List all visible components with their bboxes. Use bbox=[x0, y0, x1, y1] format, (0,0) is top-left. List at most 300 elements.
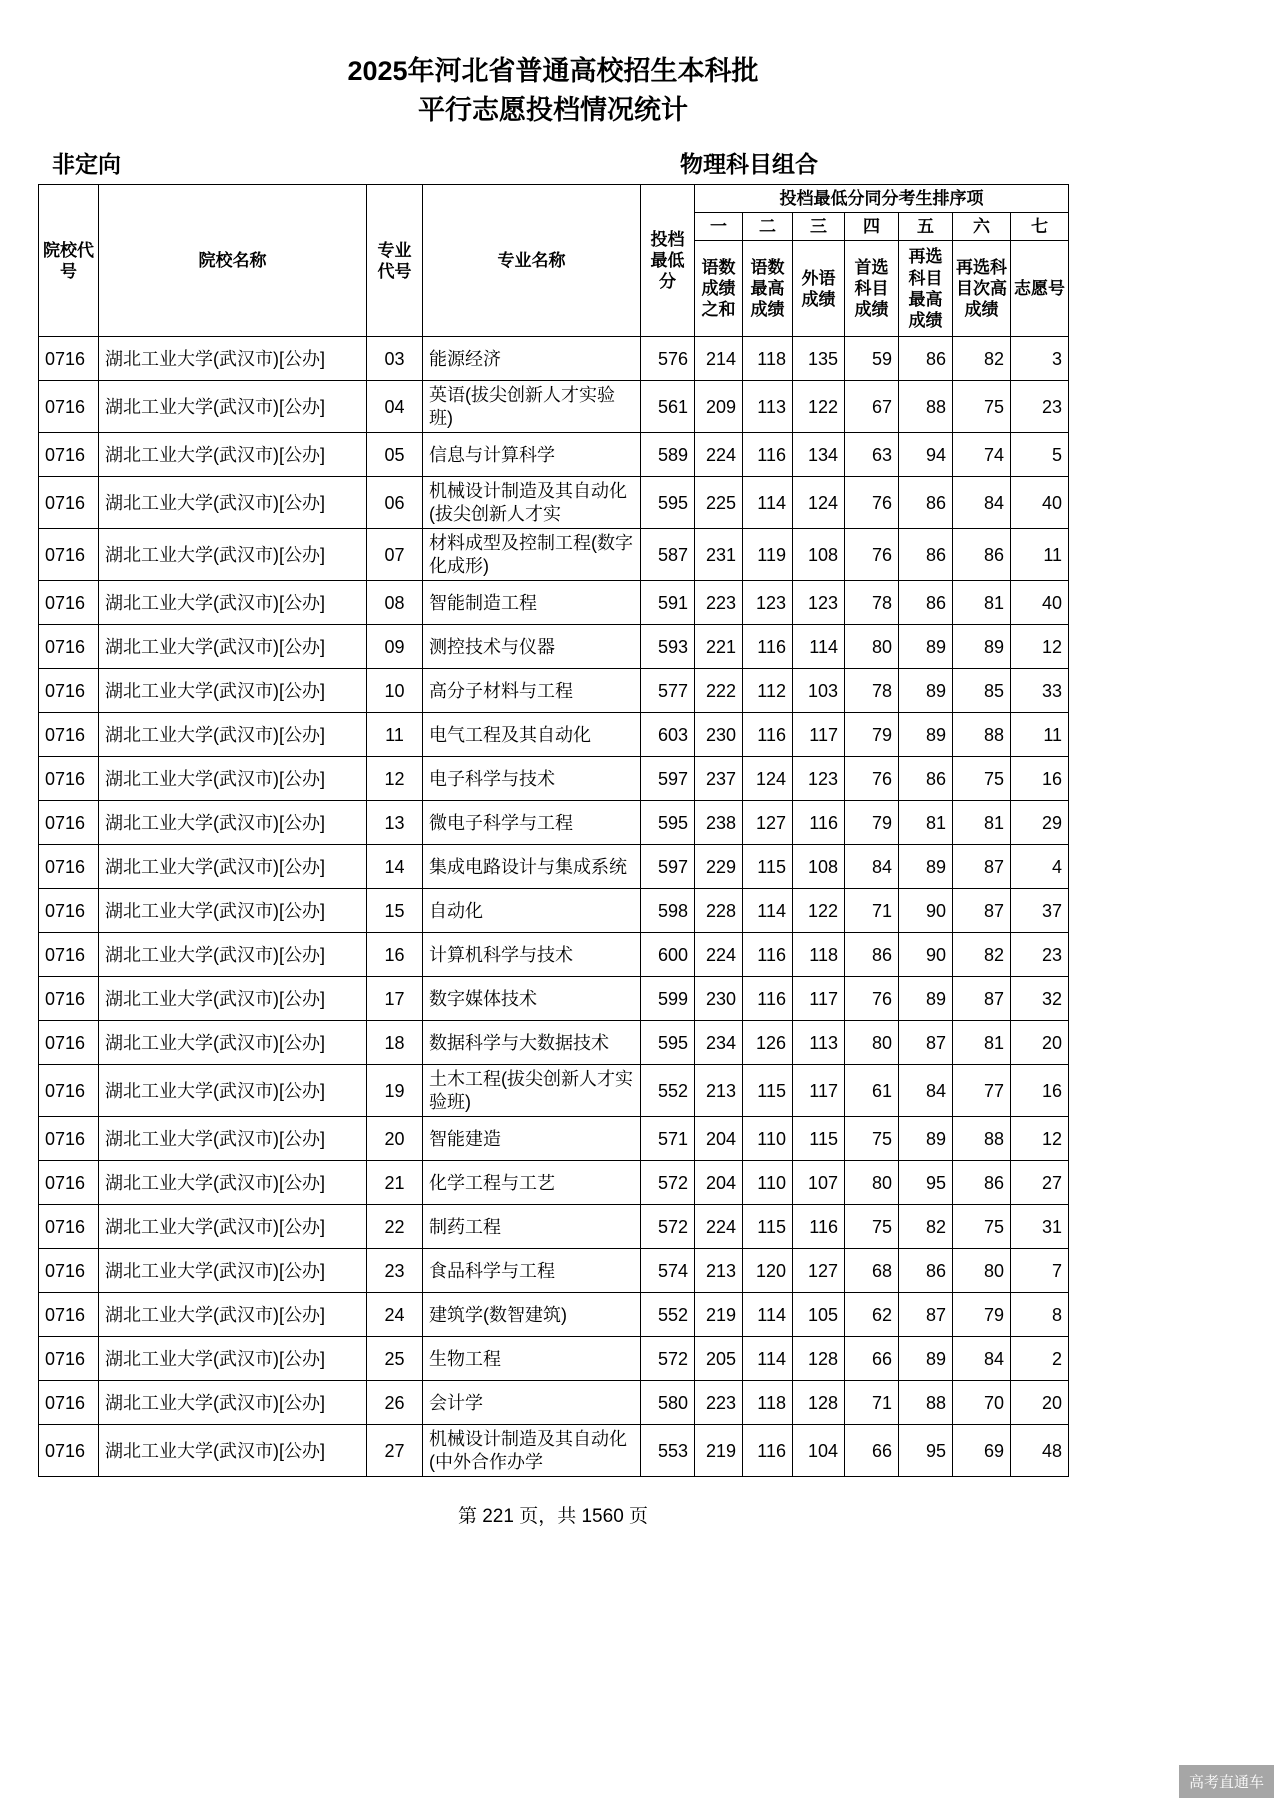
min-score-cell: 553 bbox=[641, 1425, 695, 1477]
tiebreak-score-cell: 76 bbox=[845, 529, 899, 581]
table-row bbox=[39, 1021, 1069, 1065]
tiebreak-score-cell: 3 bbox=[1011, 337, 1069, 381]
tiebreak-score-cell: 127 bbox=[793, 1249, 845, 1293]
min-score-cell: 577 bbox=[641, 669, 695, 713]
ordinal-5: 五 bbox=[899, 213, 953, 241]
tiebreak-score-cell: 238 bbox=[695, 801, 743, 845]
tiebreak-score-cell: 115 bbox=[743, 1065, 793, 1117]
tiebreak-score-cell: 86 bbox=[899, 1249, 953, 1293]
tiebreak-score-cell: 80 bbox=[845, 1021, 899, 1065]
major-code-cell: 13 bbox=[367, 801, 423, 845]
tiebreak-score-cell: 209 bbox=[695, 381, 743, 433]
college-code-cell: 0716 bbox=[39, 933, 99, 977]
major-name-cell: 生物工程 bbox=[423, 1337, 641, 1381]
college-code-cell: 0716 bbox=[39, 1381, 99, 1425]
tiebreak-score-cell: 89 bbox=[899, 625, 953, 669]
tiebreak-score-cell: 230 bbox=[695, 713, 743, 757]
min-score-cell: 595 bbox=[641, 1021, 695, 1065]
major-name-cell: 制药工程 bbox=[423, 1205, 641, 1249]
college-code-cell: 0716 bbox=[39, 713, 99, 757]
tiebreak-score-cell: 84 bbox=[845, 845, 899, 889]
table-row bbox=[39, 477, 1069, 529]
tiebreak-score-cell: 59 bbox=[845, 337, 899, 381]
tiebreak-score-cell: 70 bbox=[953, 1381, 1011, 1425]
ordinal-3: 三 bbox=[793, 213, 845, 241]
page bbox=[38, 0, 1068, 1528]
tiebreak-score-cell: 86 bbox=[899, 757, 953, 801]
major-code-cell: 09 bbox=[367, 625, 423, 669]
tiebreak-score-cell: 78 bbox=[845, 581, 899, 625]
min-score-cell: 572 bbox=[641, 1205, 695, 1249]
table-row bbox=[39, 1161, 1069, 1205]
table-row bbox=[39, 977, 1069, 1021]
tiebreak-score-cell: 75 bbox=[845, 1117, 899, 1161]
college-name-cell: 湖北工业大学(武汉市)[公办] bbox=[99, 529, 367, 581]
admission-table bbox=[38, 184, 1069, 1477]
tiebreak-score-cell: 119 bbox=[743, 529, 793, 581]
tiebreak-score-cell: 2 bbox=[1011, 1337, 1069, 1381]
min-score-cell: 598 bbox=[641, 889, 695, 933]
college-code-cell: 0716 bbox=[39, 625, 99, 669]
subheader-chinese-math-sum: 语数成绩之和 bbox=[695, 241, 743, 337]
tiebreak-score-cell: 86 bbox=[845, 933, 899, 977]
college-name-cell: 湖北工业大学(武汉市)[公办] bbox=[99, 757, 367, 801]
tiebreak-score-cell: 81 bbox=[953, 801, 1011, 845]
tiebreak-score-cell: 114 bbox=[743, 1293, 793, 1337]
tiebreak-score-cell: 82 bbox=[899, 1205, 953, 1249]
tiebreak-score-cell: 81 bbox=[953, 581, 1011, 625]
college-code-cell: 0716 bbox=[39, 337, 99, 381]
college-name-cell: 湖北工业大学(武汉市)[公办] bbox=[99, 1425, 367, 1477]
major-code-cell: 15 bbox=[367, 889, 423, 933]
college-code-cell: 0716 bbox=[39, 1337, 99, 1381]
page-title-line2: 平行志愿投档情况统计 bbox=[418, 95, 688, 126]
tiebreak-score-cell: 116 bbox=[793, 801, 845, 845]
table-header bbox=[39, 185, 1069, 337]
tiebreak-score-cell: 12 bbox=[1011, 1117, 1069, 1161]
major-code-cell: 17 bbox=[367, 977, 423, 1021]
tiebreak-score-cell: 84 bbox=[899, 1065, 953, 1117]
tiebreak-score-cell: 115 bbox=[793, 1117, 845, 1161]
min-score-cell: 574 bbox=[641, 1249, 695, 1293]
major-code-cell: 24 bbox=[367, 1293, 423, 1337]
tiebreak-score-cell: 20 bbox=[1011, 1021, 1069, 1065]
college-code-cell: 0716 bbox=[39, 757, 99, 801]
tiebreak-score-cell: 89 bbox=[899, 1117, 953, 1161]
table-row bbox=[39, 381, 1069, 433]
subheader-reselect-second: 再选科目次高成绩 bbox=[953, 241, 1011, 337]
tiebreak-score-cell: 114 bbox=[743, 889, 793, 933]
tiebreak-score-cell: 90 bbox=[899, 889, 953, 933]
major-code-cell: 14 bbox=[367, 845, 423, 889]
college-name-cell: 湖北工业大学(武汉市)[公办] bbox=[99, 1205, 367, 1249]
tiebreak-score-cell: 114 bbox=[743, 477, 793, 529]
tiebreak-score-cell: 87 bbox=[953, 977, 1011, 1021]
tiebreak-score-cell: 126 bbox=[743, 1021, 793, 1065]
major-name-cell: 微电子科学与工程 bbox=[423, 801, 641, 845]
tiebreak-score-cell: 95 bbox=[899, 1161, 953, 1205]
tiebreak-score-cell: 213 bbox=[695, 1249, 743, 1293]
min-score-cell: 571 bbox=[641, 1117, 695, 1161]
tiebreak-score-cell: 67 bbox=[845, 381, 899, 433]
ordinal-2: 二 bbox=[743, 213, 793, 241]
tiebreak-score-cell: 79 bbox=[953, 1293, 1011, 1337]
major-code-cell: 27 bbox=[367, 1425, 423, 1477]
college-code-cell: 0716 bbox=[39, 801, 99, 845]
tiebreak-score-cell: 79 bbox=[845, 713, 899, 757]
tiebreak-score-cell: 75 bbox=[953, 757, 1011, 801]
tiebreak-score-cell: 69 bbox=[953, 1425, 1011, 1477]
tiebreak-score-cell: 230 bbox=[695, 977, 743, 1021]
tiebreak-score-cell: 20 bbox=[1011, 1381, 1069, 1425]
tiebreak-score-cell: 87 bbox=[899, 1293, 953, 1337]
subheader-foreign-language: 外语成绩 bbox=[793, 241, 845, 337]
college-code-cell: 0716 bbox=[39, 529, 99, 581]
tiebreak-score-cell: 11 bbox=[1011, 713, 1069, 757]
major-name-cell: 电气工程及其自动化 bbox=[423, 713, 641, 757]
tiebreak-score-cell: 85 bbox=[953, 669, 1011, 713]
watermark-badge: 高考直通车 bbox=[1179, 1765, 1274, 1798]
tiebreak-score-cell: 123 bbox=[793, 581, 845, 625]
table-row bbox=[39, 1249, 1069, 1293]
major-name-cell: 能源经济 bbox=[423, 337, 641, 381]
page-title bbox=[38, 52, 1068, 130]
tiebreak-score-cell: 219 bbox=[695, 1425, 743, 1477]
college-name-cell: 湖北工业大学(武汉市)[公办] bbox=[99, 625, 367, 669]
major-code-cell: 23 bbox=[367, 1249, 423, 1293]
tiebreak-score-cell: 103 bbox=[793, 669, 845, 713]
table-row bbox=[39, 669, 1069, 713]
college-name-cell: 湖北工业大学(武汉市)[公办] bbox=[99, 477, 367, 529]
page-title-line1: 2025年河北省普通高校招生本科批 bbox=[347, 56, 759, 86]
tiebreak-score-cell: 104 bbox=[793, 1425, 845, 1477]
tiebreak-score-cell: 118 bbox=[793, 933, 845, 977]
tiebreak-score-cell: 107 bbox=[793, 1161, 845, 1205]
college-name-cell: 湖北工业大学(武汉市)[公办] bbox=[99, 933, 367, 977]
tiebreak-score-cell: 114 bbox=[743, 1337, 793, 1381]
tiebreak-score-cell: 89 bbox=[899, 713, 953, 757]
table-row bbox=[39, 581, 1069, 625]
tiebreak-score-cell: 16 bbox=[1011, 1065, 1069, 1117]
min-score-cell: 597 bbox=[641, 845, 695, 889]
college-code-cell: 0716 bbox=[39, 889, 99, 933]
tiebreak-score-cell: 117 bbox=[793, 1065, 845, 1117]
min-score-cell: 587 bbox=[641, 529, 695, 581]
min-score-cell: 552 bbox=[641, 1065, 695, 1117]
min-score-cell: 572 bbox=[641, 1161, 695, 1205]
major-code-cell: 07 bbox=[367, 529, 423, 581]
subheader-preference-number: 志愿号 bbox=[1011, 241, 1069, 337]
college-name-cell: 湖北工业大学(武汉市)[公办] bbox=[99, 801, 367, 845]
tiebreak-score-cell: 87 bbox=[899, 1021, 953, 1065]
min-score-cell: 595 bbox=[641, 801, 695, 845]
major-name-cell: 机械设计制造及其自动化(拔尖创新人才实 bbox=[423, 477, 641, 529]
table-row bbox=[39, 625, 1069, 669]
tiebreak-score-cell: 87 bbox=[953, 845, 1011, 889]
tiebreak-score-cell: 76 bbox=[845, 977, 899, 1021]
major-code-cell: 19 bbox=[367, 1065, 423, 1117]
tiebreak-score-cell: 223 bbox=[695, 581, 743, 625]
major-name-cell: 数字媒体技术 bbox=[423, 977, 641, 1021]
table-body bbox=[39, 337, 1069, 1477]
major-name-cell: 信息与计算科学 bbox=[423, 433, 641, 477]
tiebreak-score-cell: 116 bbox=[743, 433, 793, 477]
tiebreak-score-cell: 113 bbox=[743, 381, 793, 433]
table-row bbox=[39, 889, 1069, 933]
major-code-cell: 25 bbox=[367, 1337, 423, 1381]
college-code-cell: 0716 bbox=[39, 1425, 99, 1477]
tiebreak-score-cell: 88 bbox=[899, 1381, 953, 1425]
min-score-cell: 599 bbox=[641, 977, 695, 1021]
tiebreak-score-cell: 7 bbox=[1011, 1249, 1069, 1293]
college-code-cell: 0716 bbox=[39, 1021, 99, 1065]
tiebreak-score-cell: 204 bbox=[695, 1117, 743, 1161]
col-header-college-name: 院校名称 bbox=[99, 185, 367, 337]
tiebreak-score-cell: 122 bbox=[793, 889, 845, 933]
table-row bbox=[39, 1293, 1069, 1337]
col-header-college-code: 院校代号 bbox=[39, 185, 99, 337]
tiebreak-score-cell: 80 bbox=[845, 625, 899, 669]
tiebreak-score-cell: 225 bbox=[695, 477, 743, 529]
tiebreak-score-cell: 61 bbox=[845, 1065, 899, 1117]
tiebreak-score-cell: 108 bbox=[793, 529, 845, 581]
tiebreak-score-cell: 116 bbox=[743, 625, 793, 669]
tiebreak-score-cell: 135 bbox=[793, 337, 845, 381]
college-code-cell: 0716 bbox=[39, 1205, 99, 1249]
tiebreak-score-cell: 74 bbox=[953, 433, 1011, 477]
tiebreak-score-cell: 89 bbox=[899, 669, 953, 713]
tiebreak-score-cell: 8 bbox=[1011, 1293, 1069, 1337]
table-row bbox=[39, 1117, 1069, 1161]
college-code-cell: 0716 bbox=[39, 381, 99, 433]
min-score-cell: 595 bbox=[641, 477, 695, 529]
tiebreak-score-cell: 84 bbox=[953, 477, 1011, 529]
major-name-cell: 自动化 bbox=[423, 889, 641, 933]
major-name-cell: 建筑学(数智建筑) bbox=[423, 1293, 641, 1337]
tiebreak-score-cell: 123 bbox=[793, 757, 845, 801]
col-header-major-code: 专业代号 bbox=[367, 185, 423, 337]
major-name-cell: 土木工程(拔尖创新人才实验班) bbox=[423, 1065, 641, 1117]
college-code-cell: 0716 bbox=[39, 669, 99, 713]
tiebreak-score-cell: 224 bbox=[695, 433, 743, 477]
college-name-cell: 湖北工业大学(武汉市)[公办] bbox=[99, 1117, 367, 1161]
major-name-cell: 材料成型及控制工程(数字化成形) bbox=[423, 529, 641, 581]
tiebreak-score-cell: 86 bbox=[899, 529, 953, 581]
tiebreak-score-cell: 221 bbox=[695, 625, 743, 669]
tiebreak-score-cell: 124 bbox=[743, 757, 793, 801]
table-row bbox=[39, 845, 1069, 889]
tiebreak-score-cell: 86 bbox=[953, 529, 1011, 581]
major-code-cell: 22 bbox=[367, 1205, 423, 1249]
major-code-cell: 10 bbox=[367, 669, 423, 713]
college-name-cell: 湖北工业大学(武汉市)[公办] bbox=[99, 1065, 367, 1117]
tiebreak-score-cell: 29 bbox=[1011, 801, 1069, 845]
college-name-cell: 湖北工业大学(武汉市)[公办] bbox=[99, 713, 367, 757]
tiebreak-score-cell: 231 bbox=[695, 529, 743, 581]
tiebreak-score-cell: 71 bbox=[845, 1381, 899, 1425]
tiebreak-score-cell: 40 bbox=[1011, 581, 1069, 625]
tiebreak-score-cell: 117 bbox=[793, 713, 845, 757]
major-name-cell: 集成电路设计与集成系统 bbox=[423, 845, 641, 889]
college-name-cell: 湖北工业大学(武汉市)[公办] bbox=[99, 337, 367, 381]
major-code-cell: 21 bbox=[367, 1161, 423, 1205]
college-code-cell: 0716 bbox=[39, 477, 99, 529]
tiebreak-score-cell: 89 bbox=[953, 625, 1011, 669]
tiebreak-score-cell: 32 bbox=[1011, 977, 1069, 1021]
table-row bbox=[39, 713, 1069, 757]
college-code-cell: 0716 bbox=[39, 1117, 99, 1161]
tiebreak-score-cell: 88 bbox=[953, 713, 1011, 757]
tiebreak-score-cell: 228 bbox=[695, 889, 743, 933]
tiebreak-score-cell: 89 bbox=[899, 1337, 953, 1381]
tiebreak-score-cell: 66 bbox=[845, 1337, 899, 1381]
table-row bbox=[39, 1425, 1069, 1477]
major-code-cell: 08 bbox=[367, 581, 423, 625]
tiebreak-score-cell: 82 bbox=[953, 337, 1011, 381]
major-name-cell: 电子科学与技术 bbox=[423, 757, 641, 801]
table-row bbox=[39, 933, 1069, 977]
tiebreak-score-cell: 116 bbox=[743, 933, 793, 977]
min-score-cell: 597 bbox=[641, 757, 695, 801]
page-footer: 第 221 页，共 1560 页 bbox=[457, 1506, 649, 1528]
college-code-cell: 0716 bbox=[39, 433, 99, 477]
major-name-cell: 智能制造工程 bbox=[423, 581, 641, 625]
major-code-cell: 03 bbox=[367, 337, 423, 381]
tiebreak-score-cell: 214 bbox=[695, 337, 743, 381]
tiebreak-score-cell: 86 bbox=[953, 1161, 1011, 1205]
tiebreak-score-cell: 86 bbox=[899, 581, 953, 625]
college-name-cell: 湖北工业大学(武汉市)[公办] bbox=[99, 581, 367, 625]
tiebreak-score-cell: 234 bbox=[695, 1021, 743, 1065]
college-name-cell: 湖北工业大学(武汉市)[公办] bbox=[99, 889, 367, 933]
ordinal-1: 一 bbox=[695, 213, 743, 241]
tiebreak-score-cell: 4 bbox=[1011, 845, 1069, 889]
major-code-cell: 18 bbox=[367, 1021, 423, 1065]
tiebreak-score-cell: 124 bbox=[793, 477, 845, 529]
table-row bbox=[39, 529, 1069, 581]
tiebreak-score-cell: 122 bbox=[793, 381, 845, 433]
subheader-chinese-math-max: 语数最高成绩 bbox=[743, 241, 793, 337]
major-code-cell: 26 bbox=[367, 1381, 423, 1425]
tiebreak-score-cell: 113 bbox=[793, 1021, 845, 1065]
tiebreak-score-cell: 205 bbox=[695, 1337, 743, 1381]
tiebreak-score-cell: 68 bbox=[845, 1249, 899, 1293]
major-code-cell: 20 bbox=[367, 1117, 423, 1161]
ordinal-4: 四 bbox=[845, 213, 899, 241]
tiebreak-score-cell: 116 bbox=[793, 1205, 845, 1249]
college-code-cell: 0716 bbox=[39, 1249, 99, 1293]
tiebreak-score-cell: 40 bbox=[1011, 477, 1069, 529]
table-row bbox=[39, 337, 1069, 381]
col-header-major-name: 专业名称 bbox=[423, 185, 641, 337]
tiebreak-score-cell: 5 bbox=[1011, 433, 1069, 477]
tiebreak-score-cell: 237 bbox=[695, 757, 743, 801]
tiebreak-score-cell: 87 bbox=[953, 889, 1011, 933]
college-code-cell: 0716 bbox=[39, 845, 99, 889]
tiebreak-score-cell: 117 bbox=[793, 977, 845, 1021]
section-labels bbox=[38, 146, 1068, 180]
college-name-cell: 湖北工业大学(武汉市)[公办] bbox=[99, 1293, 367, 1337]
tiebreak-score-cell: 79 bbox=[845, 801, 899, 845]
tiebreak-score-cell: 37 bbox=[1011, 889, 1069, 933]
tiebreak-score-cell: 75 bbox=[953, 1205, 1011, 1249]
college-code-cell: 0716 bbox=[39, 1065, 99, 1117]
min-score-cell: 576 bbox=[641, 337, 695, 381]
tiebreak-score-cell: 11 bbox=[1011, 529, 1069, 581]
college-name-cell: 湖北工业大学(武汉市)[公办] bbox=[99, 1337, 367, 1381]
tiebreak-score-cell: 62 bbox=[845, 1293, 899, 1337]
major-name-cell: 食品科学与工程 bbox=[423, 1249, 641, 1293]
college-name-cell: 湖北工业大学(武汉市)[公办] bbox=[99, 1381, 367, 1425]
major-name-cell: 测控技术与仪器 bbox=[423, 625, 641, 669]
tiebreak-score-cell: 116 bbox=[743, 977, 793, 1021]
major-name-cell: 化学工程与工艺 bbox=[423, 1161, 641, 1205]
tiebreak-score-cell: 204 bbox=[695, 1161, 743, 1205]
table-row bbox=[39, 1205, 1069, 1249]
major-code-cell: 05 bbox=[367, 433, 423, 477]
tiebreak-score-cell: 123 bbox=[743, 581, 793, 625]
tiebreak-score-cell: 128 bbox=[793, 1381, 845, 1425]
major-name-cell: 会计学 bbox=[423, 1381, 641, 1425]
tiebreak-score-cell: 80 bbox=[845, 1161, 899, 1205]
college-name-cell: 湖北工业大学(武汉市)[公办] bbox=[99, 433, 367, 477]
tiebreak-score-cell: 219 bbox=[695, 1293, 743, 1337]
tiebreak-score-cell: 118 bbox=[743, 1381, 793, 1425]
col-header-min-score: 投档最低分 bbox=[641, 185, 695, 337]
tiebreak-score-cell: 76 bbox=[845, 757, 899, 801]
major-name-cell: 机械设计制造及其自动化(中外合作办学 bbox=[423, 1425, 641, 1477]
major-name-cell: 计算机科学与技术 bbox=[423, 933, 641, 977]
college-name-cell: 湖北工业大学(武汉市)[公办] bbox=[99, 381, 367, 433]
subheader-reselect-max: 再选科目最高成绩 bbox=[899, 241, 953, 337]
tiebreak-score-cell: 213 bbox=[695, 1065, 743, 1117]
tiebreak-score-cell: 95 bbox=[899, 1425, 953, 1477]
min-score-cell: 600 bbox=[641, 933, 695, 977]
min-score-cell: 552 bbox=[641, 1293, 695, 1337]
tiebreak-score-cell: 75 bbox=[953, 381, 1011, 433]
ordinal-7: 七 bbox=[1011, 213, 1069, 241]
tiebreak-score-cell: 12 bbox=[1011, 625, 1069, 669]
tiebreak-score-cell: 224 bbox=[695, 1205, 743, 1249]
tiebreak-score-cell: 118 bbox=[743, 337, 793, 381]
major-code-cell: 12 bbox=[367, 757, 423, 801]
tiebreak-score-cell: 116 bbox=[743, 713, 793, 757]
table-row bbox=[39, 1337, 1069, 1381]
tiebreak-score-cell: 82 bbox=[953, 933, 1011, 977]
tiebreak-score-cell: 116 bbox=[743, 1425, 793, 1477]
major-code-cell: 06 bbox=[367, 477, 423, 529]
college-name-cell: 湖北工业大学(武汉市)[公办] bbox=[99, 1161, 367, 1205]
tiebreak-score-cell: 78 bbox=[845, 669, 899, 713]
tiebreak-score-cell: 223 bbox=[695, 1381, 743, 1425]
college-name-cell: 湖北工业大学(武汉市)[公办] bbox=[99, 669, 367, 713]
tiebreak-score-cell: 75 bbox=[845, 1205, 899, 1249]
table-row bbox=[39, 757, 1069, 801]
tiebreak-score-cell: 88 bbox=[953, 1117, 1011, 1161]
tiebreak-score-cell: 94 bbox=[899, 433, 953, 477]
tiebreak-score-cell: 112 bbox=[743, 669, 793, 713]
tiebreak-score-cell: 222 bbox=[695, 669, 743, 713]
tiebreak-score-cell: 33 bbox=[1011, 669, 1069, 713]
tiebreak-score-cell: 16 bbox=[1011, 757, 1069, 801]
table-row bbox=[39, 1381, 1069, 1425]
tiebreak-score-cell: 76 bbox=[845, 477, 899, 529]
tiebreak-score-cell: 80 bbox=[953, 1249, 1011, 1293]
major-code-cell: 16 bbox=[367, 933, 423, 977]
major-code-cell: 11 bbox=[367, 713, 423, 757]
tiebreak-score-cell: 48 bbox=[1011, 1425, 1069, 1477]
college-code-cell: 0716 bbox=[39, 581, 99, 625]
